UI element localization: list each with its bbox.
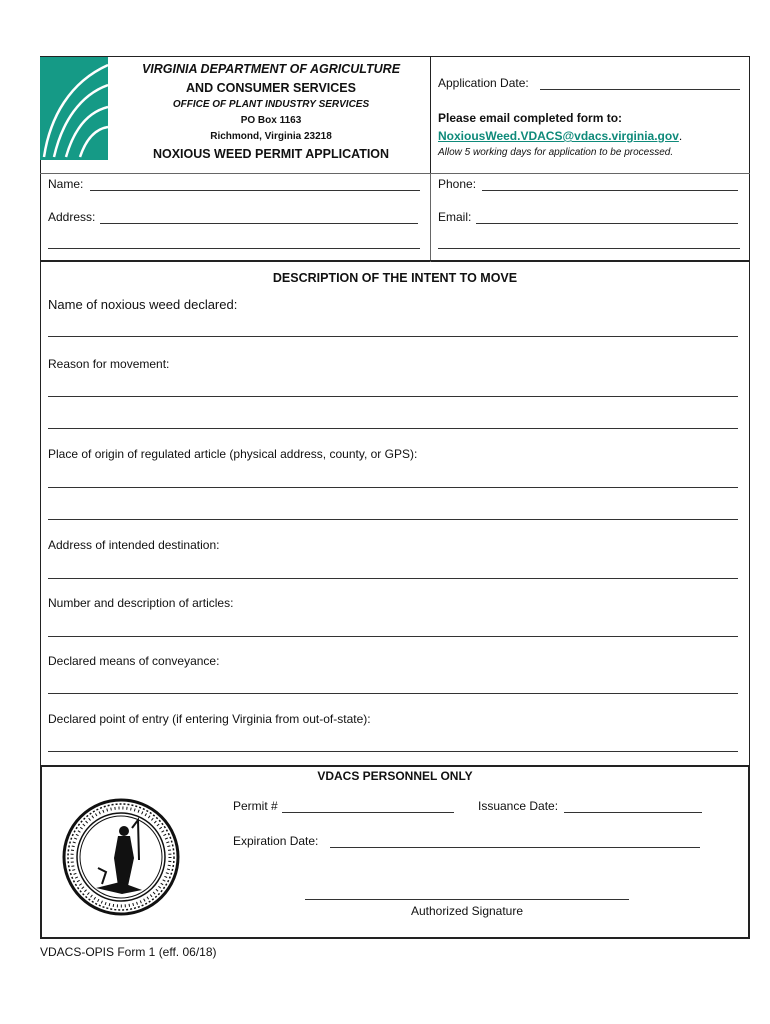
- contact-divider: [430, 174, 431, 262]
- reason-label: Reason for movement:: [48, 357, 170, 371]
- description-heading: DESCRIPTION OF THE INTENT TO MOVE: [272, 271, 518, 285]
- issuance-label: Issuance Date:: [478, 799, 559, 813]
- address-field-1[interactable]: [100, 223, 418, 224]
- expiration-field[interactable]: [330, 847, 700, 848]
- phone-field[interactable]: [482, 190, 738, 191]
- conveyance-field[interactable]: [48, 693, 738, 694]
- destination-label: Address of intended destination:: [48, 538, 220, 552]
- entry-label: Declared point of entry (if entering Virginia from out-of-state):: [48, 712, 371, 726]
- po-box: PO Box 1163: [240, 115, 302, 126]
- email-field-2[interactable]: [438, 248, 740, 249]
- application-date-label: Application Date:: [438, 76, 529, 90]
- virginia-seal: [62, 798, 180, 916]
- permit-label: Permit #: [233, 799, 278, 813]
- issuance-field[interactable]: [564, 812, 702, 813]
- phone-label: Phone:: [438, 177, 477, 191]
- signature-label: Authorized Signature: [410, 904, 524, 918]
- signature-field[interactable]: [305, 899, 629, 900]
- destination-field[interactable]: [48, 578, 738, 579]
- vdacs-logo-graphic: [40, 57, 108, 160]
- permit-field[interactable]: [282, 812, 454, 813]
- articles-label: Number and description of articles:: [48, 596, 234, 610]
- weed-label: Name of noxious weed declared:: [48, 297, 238, 312]
- expiration-label: Expiration Date:: [233, 834, 319, 848]
- address-label: Address:: [48, 210, 96, 224]
- submission-email-link[interactable]: NoxiousWeed.VDACS@vdacs.virginia.gov: [438, 129, 679, 143]
- virginia-seal-icon: [62, 798, 180, 916]
- header-separator: [40, 173, 750, 174]
- dept-line2: AND CONSUMER SERVICES: [186, 81, 356, 95]
- email-link-wrap: [438, 129, 682, 143]
- form-title: NOXIOUS WEED PERMIT APPLICATION: [152, 147, 390, 161]
- application-date-field[interactable]: [540, 89, 740, 90]
- vdacs-logo: [40, 57, 108, 160]
- name-field[interactable]: [90, 190, 420, 191]
- reason-field-1[interactable]: [48, 396, 738, 397]
- form-id: VDACS-OPIS Form 1 (eff. 06/18): [40, 945, 217, 959]
- reason-field-2[interactable]: [48, 428, 738, 429]
- email-period: .: [678, 129, 683, 143]
- conveyance-label: Declared means of conveyance:: [48, 654, 220, 668]
- office-name: OFFICE OF PLANT INDUSTRY SERVICES: [172, 99, 370, 110]
- articles-field[interactable]: [48, 636, 738, 637]
- origin-field-1[interactable]: [48, 487, 738, 488]
- city-state: Richmond, Virginia 23218: [210, 131, 332, 142]
- email-field[interactable]: [476, 223, 738, 224]
- origin-field-2[interactable]: [48, 519, 738, 520]
- header-divider: [430, 56, 431, 174]
- origin-label: Place of origin of regulated article (physical address, county, or GPS):: [48, 447, 418, 461]
- email-instruction: Please email completed form to:: [438, 111, 623, 125]
- name-label: Name:: [48, 177, 84, 191]
- email-label: Email:: [438, 210, 472, 224]
- processing-note: Allow 5 working days for application to be processed.: [438, 147, 674, 158]
- personnel-heading: VDACS PERSONNEL ONLY: [317, 769, 473, 783]
- address-field-2[interactable]: [48, 248, 420, 249]
- dept-line1: VIRGINIA DEPARTMENT OF AGRICULTURE: [141, 62, 401, 76]
- weed-field[interactable]: [48, 336, 738, 337]
- entry-field[interactable]: [48, 751, 738, 752]
